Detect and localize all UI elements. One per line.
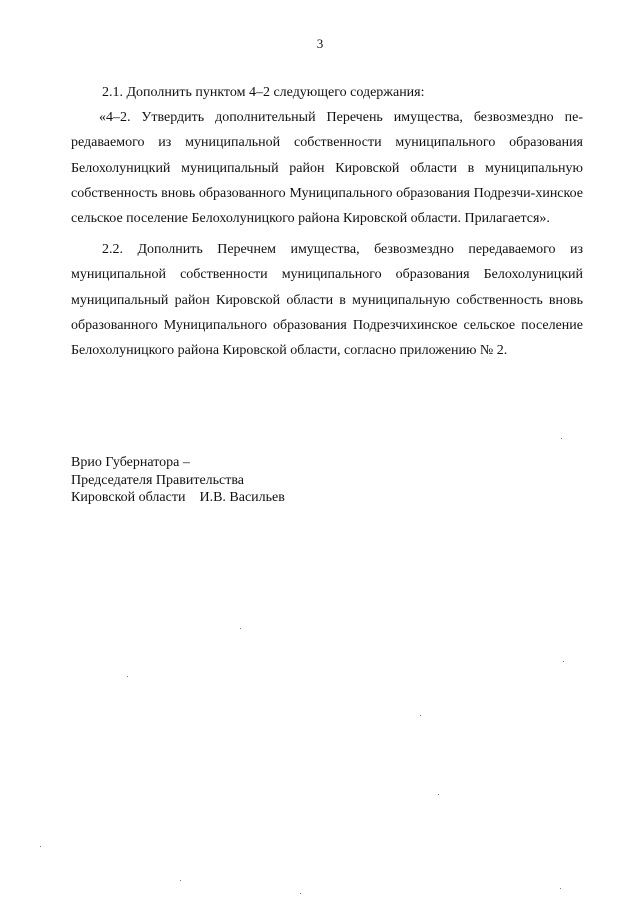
- scan-speck: [563, 661, 564, 662]
- signature-title-line-1: Врио Губернатора –: [71, 455, 190, 470]
- scan-speck: [420, 715, 421, 716]
- document-body: [71, 80, 583, 363]
- scan-speck: [438, 794, 439, 795]
- scan-speck: [300, 893, 301, 894]
- paragraph-2-1: 2.1. Дополнить пунктом 4–2 следующего содержания:: [102, 85, 425, 100]
- scan-speck: [560, 888, 561, 889]
- page-number: 3: [316, 36, 324, 51]
- scan-speck: [240, 628, 241, 629]
- scan-speck: [561, 438, 562, 439]
- signature-block: [71, 454, 285, 507]
- scan-speck: [127, 676, 128, 677]
- scan-speck: [180, 880, 181, 881]
- paragraph-2-2: 2.2. Дополнить Перечнем имущества, безвозмездно передаваемого из муниципальной собственности муниципального образования Белохолуницкий муниципальный район Кировской области в муниципальную собственность вновь образованного Муниципального образования Подрезчихинское сельское поселение Белохолуницкого района Кировской области, согласно приложению № 2.: [71, 242, 583, 359]
- paragraph-4-2-quote: «4–2. Утвердить дополнительный Перечень имущества, безвозмездно пе-редаваемого из муниципальной собственности муниципального образования Белохолуницкий муниципальный район Кировской области в муниципальную собственность вновь образованного Муниципального образования Подрезчи-хинское сельское поселение Белохолуницкого района Кировской области. Прилагается».: [71, 110, 583, 227]
- scan-speck: [40, 846, 41, 847]
- signature-title-line-3: Кировской области И.В. Васильев: [71, 490, 285, 505]
- signature-title-line-2: Председателя Правительства: [71, 472, 245, 488]
